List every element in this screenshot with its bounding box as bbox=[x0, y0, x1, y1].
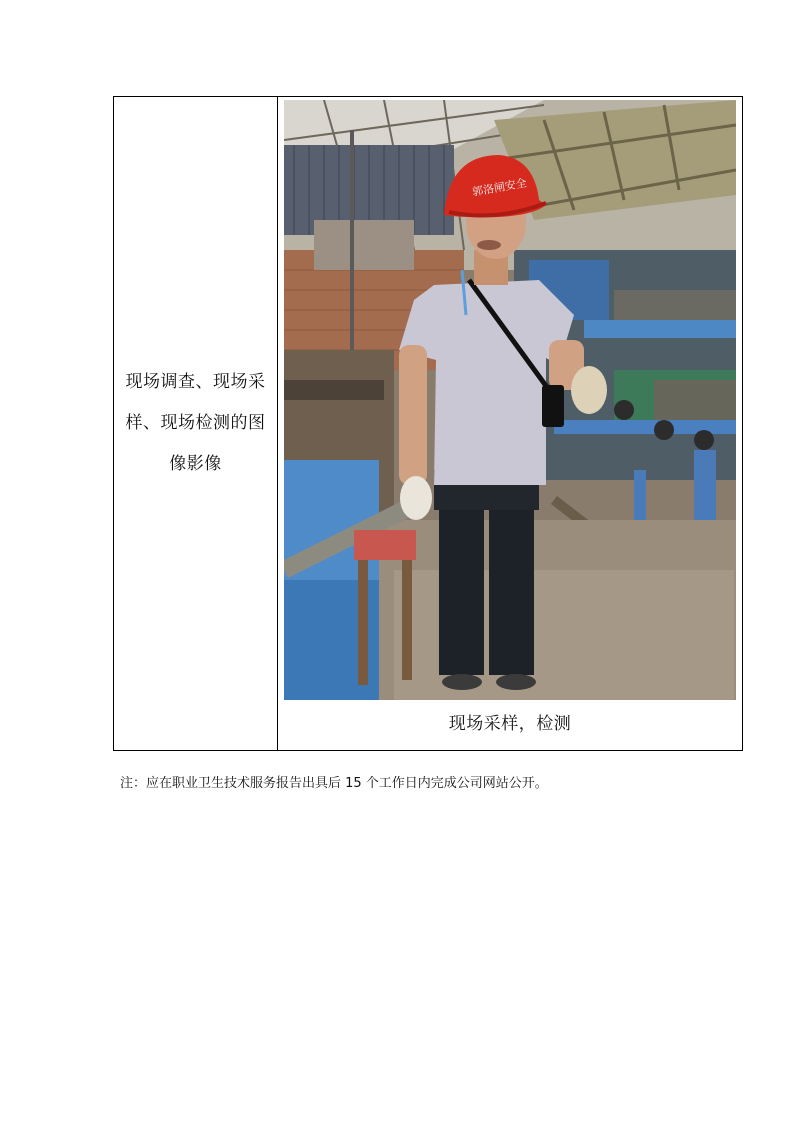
evidence-table bbox=[113, 96, 743, 751]
helmet-text: 郭洛闸安全 bbox=[471, 176, 528, 199]
photo-cell bbox=[278, 97, 742, 750]
label-cell bbox=[114, 97, 278, 750]
footer-note: 注：应在职业卫生技术服务报告出具后 15 个工作日内完成公司网站公开。 bbox=[120, 776, 548, 791]
row-label: 现场调查、现场采样、现场检测的图像影像 bbox=[125, 372, 266, 474]
site-photo-illustration bbox=[284, 100, 736, 700]
site-photo bbox=[284, 100, 736, 700]
photo-caption: 现场采样，检测 bbox=[448, 714, 572, 734]
